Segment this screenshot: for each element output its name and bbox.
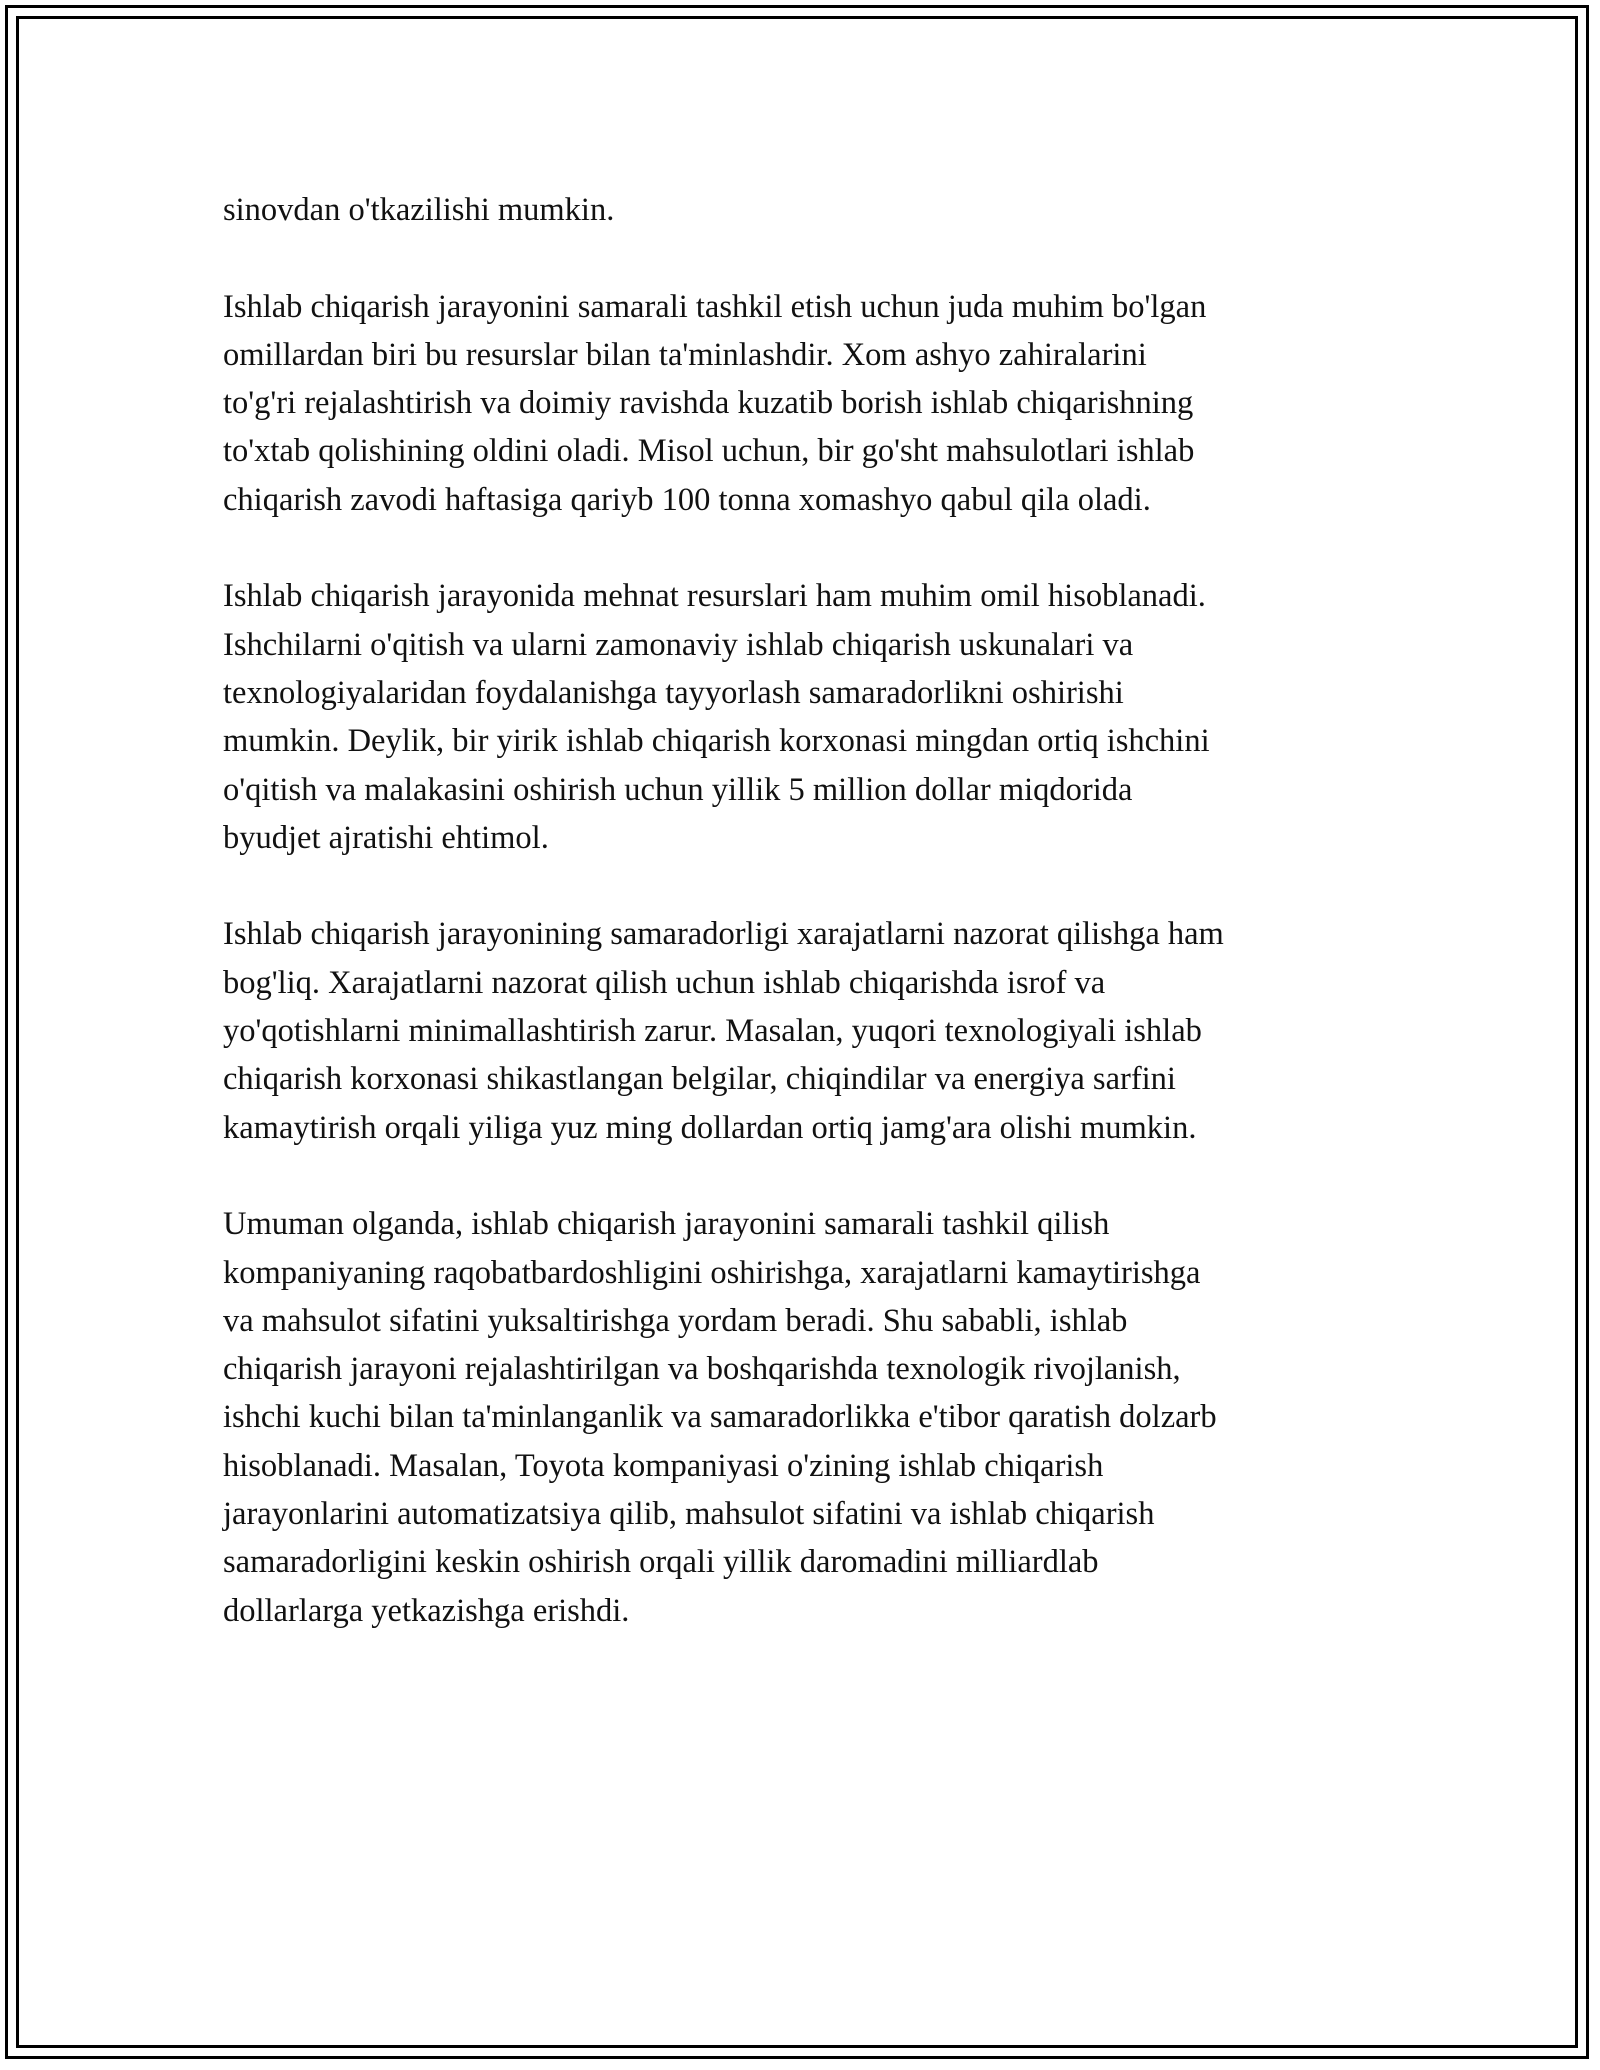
paragraph-continuation: sinovdan o'tkazilishi mumkin. [223,192,615,228]
document-body [223,186,1383,1683]
paragraph-labor: Ishlab chiqarish jarayonida mehnat resurslari ham muhim omil hisoblanadi. Ishchilarni o'qitish va ularni zamonaviy ishlab chiqarish uskunalari va texnologiyalaridan foydalanishga tayyorlash samaradorlikni oshirishi mumkin. Deylik, bir yirik ishlab chiqarish korxonasi mingdan ortiq ishchini o'qitish va malakasini oshirish uchun yillik 5 million dollar miqdorida byudjet ajratishi ehtimol. [223,578,1210,856]
paragraph-resources: Ishlab chiqarish jarayonini samarali tashkil etish uchun juda muhim bo'lgan omillardan biri bu resurslar bilan ta'minlashdir. Xom ashyo zahiralarini to'g'ri rejalashtirish va doimiy ravishda kuzatib borish ishlab chiqarishning to'xtab qolishining oldini oladi. Misol uchun, bir go'sht mahsulotlari ishlab chiqarish zavodi haftasiga qariyb 100 tonna xomashyo qabul qila oladi. [223,288,1207,518]
paragraph-costs: Ishlab chiqarish jarayonining samaradorligi xarajatlarni nazorat qilishga ham bog'liq. Xarajatlarni nazorat qilish uchun ishlab chiqarishda isrof va yo'qotishlarni minimallashtirish zarur. Masalan, yuqori texnologiyali ishlab chiqarish korxonasi shikastlangan belgilar, chiqindilar va energiya sarfini kamaytirish orqali yiliga yuz ming dollardan ortiq jamg'ara olishi mumkin. [223,916,1224,1146]
paragraph-conclusion: Umuman olganda, ishlab chiqarish jarayonini samarali tashkil qilish kompaniyaning raqobatbardoshligini oshirishga, xarajatlarni kamaytirishga va mahsulot sifatini yuksaltirishga yordam beradi. Shu sababli, ishlab chiqarish jarayoni rejalashtirilgan va boshqarishda texnologik rivojlanish, ishchi kuchi bilan ta'minlanganlik va samaradorlikka e'tibor qaratish dolzarb hisoblanadi. Masalan, Toyota kompaniyasi o'zining ishlab chiqarish jarayonlarini automatizatsiya qilib, mahsulot sifatini va ishlab chiqarish samaradorligini keskin oshirish orqali yillik daromadini milliardlab dollarlarga yetkazishga erishdi. [223,1206,1217,1629]
